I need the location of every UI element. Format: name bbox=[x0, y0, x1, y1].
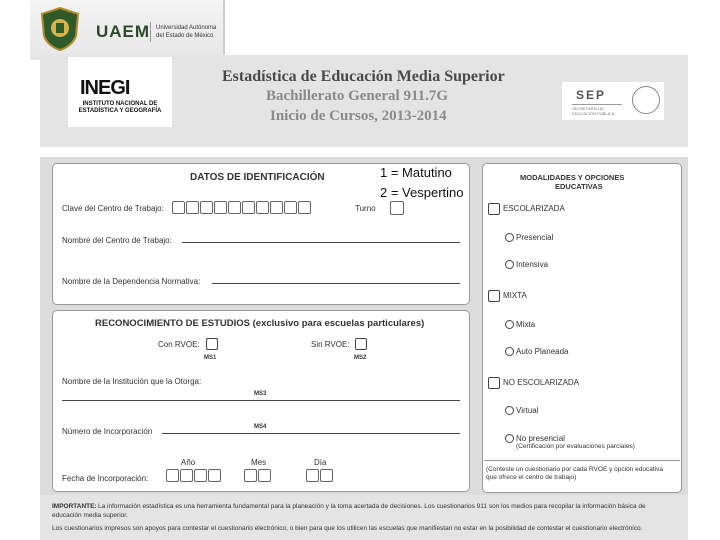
fecha-cell[interactable] bbox=[208, 469, 221, 482]
mixta-group-label: MIXTA bbox=[503, 291, 527, 300]
clave-cell[interactable] bbox=[284, 201, 297, 214]
sep-subtitle: SECRETARÍA DE EDUCACIÓN PÚBLICA bbox=[572, 106, 615, 116]
ms4-code: MS4 bbox=[254, 424, 267, 430]
mixta-group-checkbox[interactable] bbox=[488, 290, 500, 302]
con-rvoe-label: Con RVOE: bbox=[158, 340, 200, 349]
fecha-cell[interactable] bbox=[258, 469, 271, 482]
eagle-emblem-icon bbox=[632, 86, 660, 114]
page-period: Inicio de Cursos, 2013-2014 bbox=[270, 108, 447, 124]
uaem-header bbox=[30, 0, 225, 60]
sep-name: SEP bbox=[576, 88, 607, 102]
clave-cell[interactable] bbox=[228, 201, 241, 214]
turno-label: Turno bbox=[355, 204, 376, 213]
mixta-label: Mixta bbox=[516, 320, 536, 329]
fecha-cell[interactable] bbox=[306, 469, 319, 482]
reconocimiento-title: RECONOCIMIENTO DE ESTUDIOS (exclusivo para escuelas particulares) bbox=[95, 318, 425, 329]
inegi-logo bbox=[68, 57, 172, 127]
clave-cell[interactable] bbox=[186, 201, 199, 214]
turno-note bbox=[380, 163, 463, 203]
auto-planeada-radio[interactable] bbox=[505, 347, 514, 356]
uaem-seal-icon bbox=[38, 6, 82, 52]
mes-label: Mes bbox=[251, 458, 267, 467]
clave-input[interactable] bbox=[172, 201, 318, 215]
sin-rvoe-label: Sin RVOE: bbox=[311, 340, 350, 349]
nombre-centro-label: Nombre del Centro de Trabajo: bbox=[62, 236, 172, 245]
ms1-code: MS1 bbox=[204, 355, 217, 361]
page-subtitle: Bachillerato General 911.7G bbox=[266, 88, 449, 104]
presencial-label: Presencial bbox=[516, 233, 554, 242]
clave-cell[interactable] bbox=[298, 201, 311, 214]
sep-logo bbox=[562, 82, 664, 120]
intensiva-radio[interactable] bbox=[505, 260, 514, 269]
clave-cell[interactable] bbox=[172, 201, 185, 214]
institucion-field[interactable] bbox=[62, 400, 460, 401]
modalidades-title-2: EDUCATIVAS bbox=[555, 182, 603, 191]
inegi-name: INSTITUTO NACIONAL DE ESTADÍSTICA Y GEOGRAFÍA bbox=[78, 101, 162, 114]
no-escolarizada-checkbox[interactable] bbox=[488, 377, 500, 389]
virtual-radio[interactable] bbox=[505, 406, 514, 415]
fecha-mes-input[interactable] bbox=[244, 469, 272, 483]
presencial-radio[interactable] bbox=[505, 233, 514, 242]
dependencia-field[interactable] bbox=[212, 283, 460, 284]
footer-line2: educación media superior. bbox=[52, 512, 128, 519]
uaem-divider bbox=[150, 22, 151, 42]
fecha-cell[interactable] bbox=[180, 469, 193, 482]
uaem-subtitle: Universidad Autónoma del Estado de México bbox=[156, 25, 217, 39]
footer-line3: Los cuestionarios impresos son apoyos para contestar el cuestionario electrónico, o bien para que los utilicen las escuelas que manifiestan no estar en la posibilidad de contestar el cuestionario electrónico. bbox=[52, 525, 643, 532]
modalidades-title: MODALIDADES Y OPCIONES bbox=[520, 173, 625, 182]
turno-vespertino: 2 = Vespertino bbox=[380, 185, 464, 200]
escolarizada-checkbox[interactable] bbox=[488, 203, 500, 215]
ms2-code: MS2 bbox=[354, 355, 367, 361]
clave-cell[interactable] bbox=[270, 201, 283, 214]
fecha-label: Fecha de Incorporación: bbox=[62, 474, 149, 483]
institucion-label: Nombre de la Institución que la Otorga: bbox=[62, 377, 202, 386]
no-presencial-note: (Certificación por evaluaciones parciales) bbox=[516, 443, 635, 450]
modalidades-footnote-2: que ofrece el centro de trabajo) bbox=[486, 474, 577, 481]
intensiva-label: Intensiva bbox=[516, 260, 549, 269]
identificacion-title: DATOS DE IDENTIFICACIÓN bbox=[190, 172, 325, 183]
inegi-mark: INEGI bbox=[80, 77, 130, 99]
turno-matutino: 1 = Matutino bbox=[380, 165, 452, 180]
escolarizada-label: ESCOLARIZADA bbox=[503, 204, 565, 213]
clave-cell[interactable] bbox=[256, 201, 269, 214]
clave-label: Clave del Centro de Trabajo: bbox=[62, 204, 164, 213]
footer-important: IMPORTANTE: bbox=[52, 503, 97, 510]
page-title: Estadística de Educación Media Superior bbox=[222, 68, 505, 85]
dependencia-label: Nombre de la Dependencia Normativa: bbox=[62, 277, 201, 286]
fecha-dia-input[interactable] bbox=[306, 469, 334, 483]
incorporacion-field[interactable] bbox=[162, 433, 460, 434]
ms3-code: MS3 bbox=[254, 391, 267, 397]
modalidades-divider bbox=[484, 460, 680, 461]
incorporacion-label: Número de Incorporación bbox=[62, 427, 153, 436]
anio-label: Año bbox=[181, 458, 196, 467]
sin-rvoe-checkbox[interactable] bbox=[355, 338, 367, 350]
uaem-name: UAEM bbox=[96, 22, 151, 41]
modalidades-footnote: (Conteste un cuestionario por cada RVOE y opción educativa bbox=[486, 466, 663, 473]
nombre-centro-field[interactable] bbox=[182, 242, 460, 243]
fecha-cell[interactable] bbox=[320, 469, 333, 482]
clave-cell[interactable] bbox=[214, 201, 227, 214]
mixta-radio[interactable] bbox=[505, 320, 514, 329]
footer-line1: La información estadística es una herramienta fundamental para la planeación y la toma acertada de decisiones. Los cuestionarios 911 son los medios para recopilar la información básica de bbox=[98, 503, 646, 510]
fecha-cell[interactable] bbox=[244, 469, 257, 482]
dia-label: Día bbox=[314, 458, 327, 467]
no-escolarizada-label: NO ESCOLARIZADA bbox=[503, 378, 580, 387]
sep-divider bbox=[572, 104, 622, 105]
turno-input[interactable] bbox=[390, 201, 404, 215]
auto-planeada-label: Auto Planeada bbox=[516, 347, 569, 356]
clave-cell[interactable] bbox=[242, 201, 255, 214]
fecha-cell[interactable] bbox=[194, 469, 207, 482]
no-presencial-radio[interactable] bbox=[505, 434, 514, 443]
con-rvoe-checkbox[interactable] bbox=[206, 338, 218, 350]
clave-cell[interactable] bbox=[200, 201, 213, 214]
no-presencial-label: No presencial bbox=[516, 434, 565, 443]
fecha-cell[interactable] bbox=[166, 469, 179, 482]
fecha-anio-input[interactable] bbox=[166, 469, 222, 483]
virtual-label: Virtual bbox=[516, 406, 539, 415]
